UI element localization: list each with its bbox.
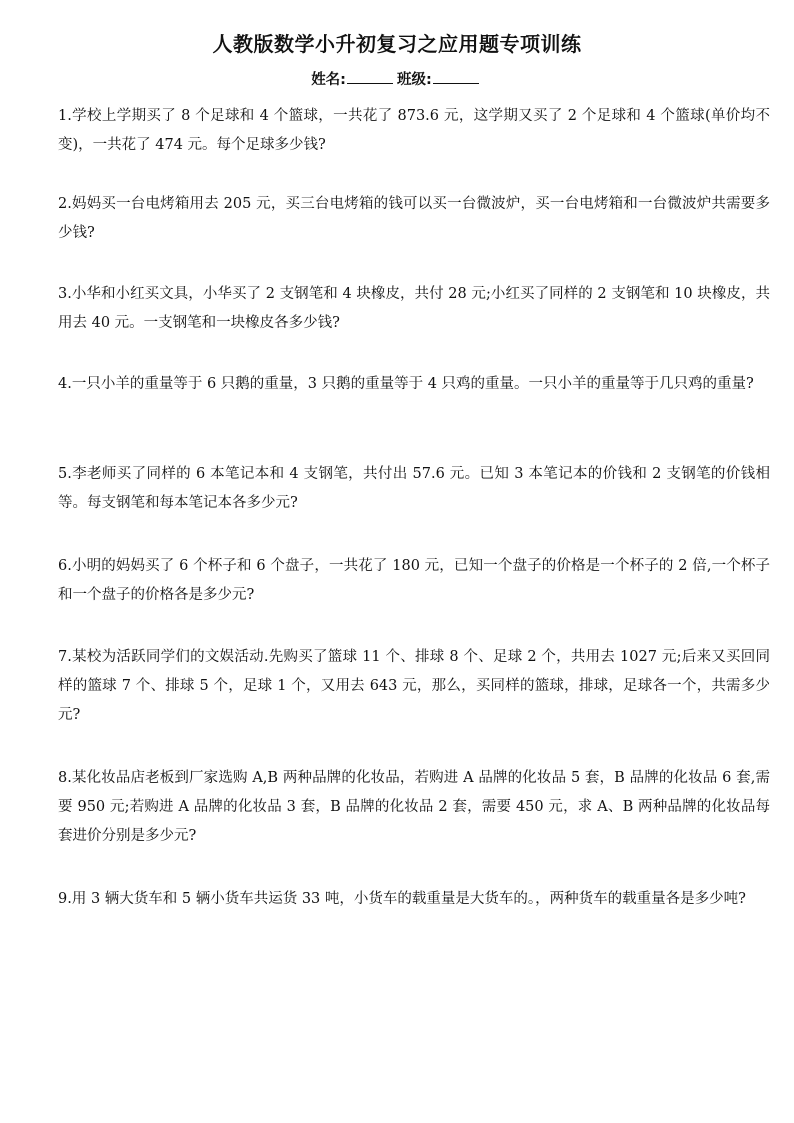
question-9: 9.用 3 辆大货车和 5 辆小货车共运货 33 吨，小货车的载重量是大货车的。，两种货车的载重量各是多少吨?: [58, 891, 746, 907]
question-8: 8.某化妆品店老板到厂家选购 A,B 两种品牌的化妆品，若购进 A 品牌的化妆品 5 套，B 品牌的化妆品 6 套,需要 950 元;若购进 A 品牌的化妆品 3 套，B 品牌的化妆品 2 套，需要 450 元，求 A、B 两种品牌的化妆品每套进价分别是多少元?: [58, 770, 770, 844]
question-7: 7.某校为活跃同学们的文娱活动.先购买了篮球 11 个、排球 8 个、足球 2 个，共用去 1027 元;后来又买回同样的篮球 7 个、排球 5 个，足球 1 个，又用去 643 元，那么，买同样的篮球，排球，足球各一个，共需多少元?: [58, 649, 770, 723]
student-info-line: [0, 68, 794, 89]
class-blank[interactable]: [433, 69, 479, 84]
document-title: 人教版数学小升初复习之应用题专项训练: [212, 32, 582, 56]
class-label: 班级:: [397, 72, 432, 88]
question-2: 2.妈妈买一台电烤箱用去 205 元，买三台电烤箱的钱可以买一台微波炉，买一台电烤箱和一台微波炉共需要多少钱?: [58, 196, 770, 241]
question-6: 6.小明的妈妈买了 6 个杯子和 6 个盘子，一共花了 180 元，已知一个盘子的价格是一个杯子的 2 倍,一个杯子和一个盘子的价格各是多少元?: [58, 558, 770, 603]
name-label: 姓名:: [311, 72, 346, 88]
question-1: 1.学校上学期买了 8 个足球和 4 个篮球，一共花了 873.6 元，这学期又买了 2 个足球和 4 个篮球(单价均不变)，一共花了 474 元。每个足球多少钱?: [58, 108, 770, 153]
question-3: 3.小华和小红买文具，小华买了 2 支钢笔和 4 块橡皮，共付 28 元;小红买了同样的 2 支钢笔和 10 块橡皮，共用去 40 元。一支钢笔和一块橡皮各多少钱?: [58, 286, 770, 331]
name-blank[interactable]: [347, 69, 393, 84]
question-5: 5.李老师买了同样的 6 本笔记本和 4 支钢笔，共付出 57.6 元。已知 3 本笔记本的价钱和 2 支钢笔的价钱相等。每支钢笔和每本笔记本各多少元?: [58, 466, 770, 511]
question-4: 4.一只小羊的重量等于 6 只鹅的重量，3 只鹅的重量等于 4 只鸡的重量。一只小羊的重量等于几只鸡的重量?: [58, 376, 754, 392]
